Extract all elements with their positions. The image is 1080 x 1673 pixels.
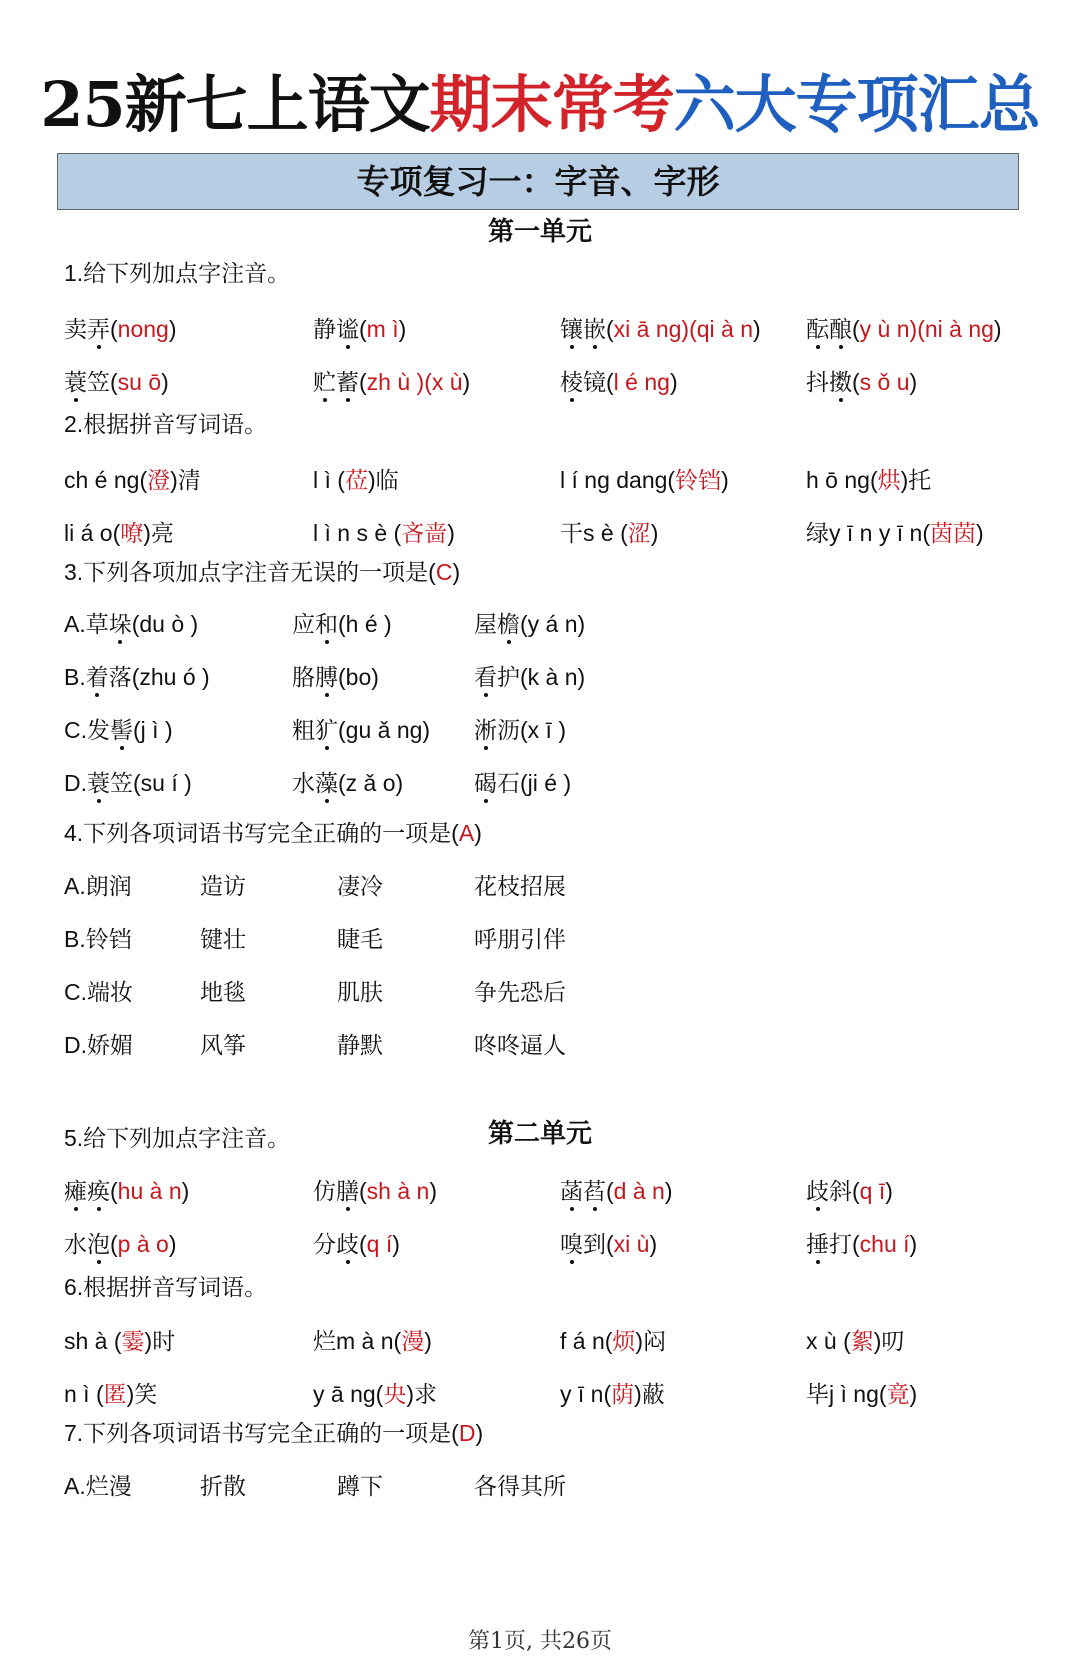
word-answer: 茵茵 xyxy=(929,520,976,546)
pinyin-prompt: sh à ( xyxy=(64,1328,122,1354)
question-text: 3.下列各项加点字注音无误的一项是( xyxy=(64,559,436,585)
choice-word: A.烂漫 xyxy=(64,1473,132,1499)
word-answer: 竟 xyxy=(886,1381,910,1407)
word-suffix: ) xyxy=(650,520,659,546)
word-item xyxy=(64,1379,157,1409)
word-suffix: ) xyxy=(909,1381,918,1407)
paren-close: ) xyxy=(392,1231,400,1257)
word-prefix: 卖 xyxy=(64,316,87,342)
pinyin-item xyxy=(64,367,169,397)
word-answer: 澄 xyxy=(147,467,171,493)
word-prefix: 仿 xyxy=(313,1178,336,1204)
dotted-char: 酿 xyxy=(829,316,852,342)
dotted-char: 和 xyxy=(315,611,338,637)
dotted-char: 歧 xyxy=(336,1231,359,1257)
pinyin-answer: xi ā ng)(qi à n xyxy=(613,316,754,342)
paren-open: ( xyxy=(852,316,860,342)
word-suffix: )时 xyxy=(144,1328,176,1354)
choice-word: C.端妆 xyxy=(64,979,133,1005)
question-close: ) xyxy=(452,559,461,585)
choice-option xyxy=(474,609,585,639)
paren-open: ( xyxy=(110,1178,118,1204)
word-prefix: 分 xyxy=(313,1231,336,1257)
pinyin-item xyxy=(313,1229,400,1259)
word-item xyxy=(64,465,201,495)
dotted-char: 酝 xyxy=(806,316,829,342)
dotted-char: 瘫 xyxy=(64,1178,87,1204)
pinyin-answer: m ì xyxy=(366,316,399,342)
pinyin-item xyxy=(806,367,917,397)
option-pinyin: 落(zhu ó ) xyxy=(108,664,210,690)
question-6 xyxy=(64,1272,267,1302)
word-answer: 铃铛 xyxy=(675,467,722,493)
pinyin-prompt: 干s è ( xyxy=(560,520,628,546)
paren-open: ( xyxy=(359,1231,367,1257)
option-prefix: B. xyxy=(64,664,86,690)
option-prefix: 水 xyxy=(292,770,315,796)
word-suffix: ) xyxy=(721,467,729,493)
word-suffix: 镜 xyxy=(583,369,606,395)
unit-heading-1: 第一单元 xyxy=(487,216,592,246)
pinyin-item xyxy=(313,314,406,344)
paren-open: ( xyxy=(359,316,367,342)
paren-close: ) xyxy=(664,1178,673,1204)
dotted-char: 棱 xyxy=(560,369,583,395)
pinyin-item xyxy=(64,1176,189,1206)
paren-close: ) xyxy=(753,316,761,342)
dotted-char: 碣 xyxy=(474,770,497,796)
dotted-char: 垛 xyxy=(108,611,132,637)
pinyin-answer: q í xyxy=(366,1231,393,1257)
pinyin-item xyxy=(64,314,177,344)
question-2 xyxy=(64,409,267,439)
pinyin-prompt: l ì n s è ( xyxy=(313,520,402,546)
word-item xyxy=(64,1326,175,1356)
choice-word: 肌肤 xyxy=(337,979,383,1005)
pinyin-prompt: 绿y ī n y ī n( xyxy=(806,520,930,546)
word-answer: 荫 xyxy=(611,1381,635,1407)
option-prefix: 应 xyxy=(292,611,315,637)
paren-close: ) xyxy=(462,369,471,395)
pinyin-prompt: li á o( xyxy=(64,520,121,546)
title-part-1: 25新七上语文 xyxy=(40,68,430,141)
question-text: 5.给下列加点字注音。 xyxy=(64,1125,291,1151)
paren-open: ( xyxy=(110,316,118,342)
pinyin-item xyxy=(560,1229,657,1259)
word-suffix: 笠 xyxy=(87,369,110,395)
dotted-char: 蓑 xyxy=(87,770,110,796)
choice-word: 折散 xyxy=(200,1473,246,1499)
choice-word: A.朗润 xyxy=(64,873,132,899)
word-item xyxy=(64,518,174,548)
dotted-char: 嵌 xyxy=(583,316,606,342)
word-suffix: )笑 xyxy=(126,1381,158,1407)
choice-option xyxy=(474,768,571,798)
pinyin-prompt: x ù ( xyxy=(806,1328,851,1354)
word-suffix: 到 xyxy=(583,1231,606,1257)
pinyin-prompt: y ā ng( xyxy=(313,1381,384,1407)
pinyin-answer: hu à n xyxy=(117,1178,182,1204)
choice-option xyxy=(292,662,379,692)
word-item xyxy=(560,1379,665,1409)
pinyin-answer: q ī xyxy=(859,1178,886,1204)
word-suffix: ) xyxy=(975,520,984,546)
choice-word: 咚咚逼人 xyxy=(474,1032,566,1058)
word-answer: 匿 xyxy=(103,1381,127,1407)
word-prefix: 静 xyxy=(313,316,336,342)
choice-option xyxy=(292,609,392,639)
paren-close: ) xyxy=(398,316,407,342)
option-prefix: 胳 xyxy=(292,664,315,690)
pinyin-item xyxy=(806,1176,893,1206)
paren-open: ( xyxy=(606,369,614,395)
word-suffix: )清 xyxy=(170,467,201,493)
pinyin-item xyxy=(806,314,1002,344)
option-prefix: 屋 xyxy=(474,611,497,637)
word-item xyxy=(806,518,984,548)
dotted-char: 嗅 xyxy=(560,1231,583,1257)
choice-word: B.铃铛 xyxy=(64,926,132,952)
page-footer: 第1页, 共26页 xyxy=(468,1629,612,1654)
choice-word: 凄冷 xyxy=(337,873,383,899)
pinyin-item xyxy=(313,367,470,397)
pinyin-prompt: 毕j ì ng( xyxy=(806,1381,887,1407)
pinyin-answer: su ō xyxy=(117,369,162,395)
choice-option xyxy=(64,662,210,692)
question-text: 1.给下列加点字注音。 xyxy=(64,260,291,286)
answer-choice: C xyxy=(435,559,453,585)
choice-word: 各得其所 xyxy=(474,1473,566,1499)
word-answer: 央 xyxy=(383,1381,407,1407)
pinyin-item xyxy=(806,1229,917,1259)
pinyin-answer: p à o xyxy=(117,1231,169,1257)
paren-open: ( xyxy=(852,1231,860,1257)
dotted-char: 蓑 xyxy=(64,369,87,395)
choice-word: 地毯 xyxy=(200,979,246,1005)
choice-option xyxy=(292,715,430,745)
choice-option xyxy=(64,715,173,745)
word-item xyxy=(806,1326,904,1356)
unit-heading-2: 第二单元 xyxy=(487,1118,592,1148)
option-pinyin: 沥(x ī ) xyxy=(497,717,566,743)
pinyin-answer: d à n xyxy=(613,1178,665,1204)
option-pinyin: (bo) xyxy=(338,664,379,690)
word-answer: 絮 xyxy=(850,1328,874,1354)
question-7 xyxy=(64,1418,483,1448)
word-item xyxy=(313,465,399,495)
option-prefix: C.发 xyxy=(64,717,110,743)
paren-open: ( xyxy=(359,369,367,395)
word-item xyxy=(313,518,455,548)
section-banner: 专项复习一：字音、字形 xyxy=(57,153,1019,210)
word-suffix: ) xyxy=(447,520,455,546)
option-pinyin: (du ò ) xyxy=(131,611,199,637)
option-pinyin: (z ǎ o) xyxy=(338,770,404,796)
pinyin-prompt: l í ng dang( xyxy=(560,467,676,493)
paren-open: ( xyxy=(359,1178,367,1204)
paren-open: ( xyxy=(110,1231,118,1257)
word-suffix: )托 xyxy=(900,467,932,493)
paren-open: ( xyxy=(606,1231,614,1257)
paren-close: ) xyxy=(993,316,1002,342)
choice-option xyxy=(64,609,198,639)
pinyin-answer: nong xyxy=(117,316,169,342)
pinyin-answer: xi ù xyxy=(613,1231,650,1257)
pinyin-answer: chu í xyxy=(859,1231,910,1257)
title-part-3: 六大专项汇总 xyxy=(673,68,1040,141)
choice-word: 造访 xyxy=(200,873,246,899)
dotted-char: 膊 xyxy=(315,664,338,690)
pinyin-answer: s ǒ u xyxy=(859,369,910,395)
word-answer: 烘 xyxy=(877,467,901,493)
pinyin-prompt: l ì ( xyxy=(313,467,345,493)
word-item xyxy=(806,1379,917,1409)
paren-open: ( xyxy=(852,369,860,395)
pinyin-answer: l é ng xyxy=(613,369,670,395)
paren-close: ) xyxy=(168,316,177,342)
choice-word: 静默 xyxy=(337,1032,383,1058)
dotted-char: 淅 xyxy=(474,717,497,743)
option-prefix: 粗 xyxy=(292,717,315,743)
dotted-char: 萏 xyxy=(583,1178,606,1204)
word-suffix: )临 xyxy=(367,467,399,493)
word-item xyxy=(560,465,729,495)
paren-close: ) xyxy=(161,369,169,395)
choice-word: 风筝 xyxy=(200,1032,246,1058)
word-answer: 漫 xyxy=(401,1328,425,1354)
choice-word: 睫毛 xyxy=(337,926,383,952)
dotted-char: 弄 xyxy=(87,316,110,342)
question-close: ) xyxy=(475,1420,484,1446)
dotted-char: 菡 xyxy=(560,1178,583,1204)
option-pinyin: (h é ) xyxy=(338,611,392,637)
pinyin-item xyxy=(64,1229,177,1259)
word-item xyxy=(560,1326,666,1356)
pinyin-answer: y ù n)(ni à ng xyxy=(859,316,994,342)
dotted-char: 泡 xyxy=(87,1231,110,1257)
pinyin-item xyxy=(313,1176,437,1206)
dotted-char: 捶 xyxy=(806,1231,829,1257)
pinyin-prompt: 烂m à n( xyxy=(313,1328,402,1354)
question-text: 7.下列各项词语书写完全正确的一项是( xyxy=(64,1420,459,1446)
choice-word: 呼朋引伴 xyxy=(474,926,566,952)
paren-close: ) xyxy=(649,1231,658,1257)
choice-option xyxy=(64,768,192,798)
word-suffix: )亮 xyxy=(143,520,174,546)
word-prefix: 水 xyxy=(64,1231,87,1257)
option-pinyin: 笠(su í ) xyxy=(110,770,192,796)
dotted-char: 镶 xyxy=(560,316,583,342)
word-answer: 莅 xyxy=(344,467,368,493)
pinyin-prompt: y ī n( xyxy=(560,1381,612,1407)
paren-open: ( xyxy=(110,369,118,395)
option-prefix: D. xyxy=(64,770,87,796)
pinyin-prompt: f á n( xyxy=(560,1328,613,1354)
paren-open: ( xyxy=(606,1178,614,1204)
word-suffix: )求 xyxy=(406,1381,437,1407)
word-suffix: )闷 xyxy=(635,1328,667,1354)
option-pinyin: (gu ǎ ng) xyxy=(338,717,431,743)
word-answer: 吝啬 xyxy=(401,520,448,546)
answer-choice: A xyxy=(458,820,475,846)
pinyin-item xyxy=(560,367,678,397)
word-suffix: 打 xyxy=(829,1231,852,1257)
pinyin-prompt: h ō ng( xyxy=(806,467,878,493)
question-text: 6.根据拼音写词语。 xyxy=(64,1274,268,1300)
paren-open: ( xyxy=(606,316,614,342)
dotted-char: 贮 xyxy=(313,369,336,395)
word-prefix: 抖 xyxy=(806,369,829,395)
word-suffix: ) xyxy=(424,1328,432,1354)
choice-option xyxy=(474,662,585,692)
word-suffix: 斜 xyxy=(829,1178,852,1204)
word-answer: 霎 xyxy=(121,1328,145,1354)
paren-close: ) xyxy=(168,1231,177,1257)
question-4 xyxy=(64,818,482,848)
question-1 xyxy=(64,258,290,288)
dotted-char: 看 xyxy=(474,664,497,690)
dotted-char: 谧 xyxy=(336,316,359,342)
title-part-2: 期末常考 xyxy=(429,68,674,141)
word-item xyxy=(313,1379,437,1409)
choice-option xyxy=(474,715,566,745)
pinyin-item xyxy=(560,1176,673,1206)
word-answer: 烦 xyxy=(612,1328,636,1354)
option-pinyin: (y á n) xyxy=(520,611,586,637)
pinyin-item xyxy=(560,314,761,344)
paren-close: ) xyxy=(909,1231,918,1257)
dotted-char: 檐 xyxy=(497,611,520,637)
dotted-char: 歧 xyxy=(806,1178,829,1204)
paren-close: ) xyxy=(909,369,918,395)
dotted-char: 髻 xyxy=(110,717,133,743)
option-pinyin: (j ì ) xyxy=(133,717,173,743)
paren-close: ) xyxy=(181,1178,190,1204)
option-pinyin: 护(k à n) xyxy=(497,664,586,690)
word-answer: 嘹 xyxy=(120,520,144,546)
paren-close: ) xyxy=(429,1178,437,1204)
word-item xyxy=(313,1326,432,1356)
question-text: 4.下列各项词语书写完全正确的一项是( xyxy=(64,820,459,846)
page-title xyxy=(0,62,1080,148)
paren-open: ( xyxy=(852,1178,860,1204)
word-item xyxy=(806,465,931,495)
word-suffix: )蔽 xyxy=(634,1381,665,1407)
pinyin-answer: sh à n xyxy=(366,1178,430,1204)
word-item xyxy=(560,518,658,548)
dotted-char: 藻 xyxy=(315,770,338,796)
dotted-char: 膳 xyxy=(336,1178,359,1204)
question-3 xyxy=(64,557,460,587)
pinyin-prompt: n ì ( xyxy=(64,1381,104,1407)
pinyin-prompt: ch é ng( xyxy=(64,467,148,493)
pinyin-answer: zh ù )(x ù xyxy=(366,369,463,395)
question-text: 2.根据拼音写词语。 xyxy=(64,411,268,437)
option-prefix: A.草 xyxy=(64,611,109,637)
choice-option xyxy=(292,768,403,798)
dotted-char: 犷 xyxy=(315,717,338,743)
question-close: ) xyxy=(474,820,482,846)
dotted-char: 着 xyxy=(85,664,109,690)
paren-close: ) xyxy=(669,369,678,395)
choice-word: 蹲下 xyxy=(337,1473,383,1499)
choice-word: 争先恐后 xyxy=(474,979,566,1005)
option-pinyin: 石(ji é ) xyxy=(497,770,572,796)
answer-choice: D xyxy=(458,1420,476,1446)
word-suffix: )叨 xyxy=(873,1328,905,1354)
choice-word: 花枝招展 xyxy=(474,873,566,899)
paren-close: ) xyxy=(885,1178,893,1204)
word-answer: 涩 xyxy=(627,520,651,546)
choice-word: 键壮 xyxy=(200,926,246,952)
choice-word: D.娇媚 xyxy=(64,1032,133,1058)
dotted-char: 痪 xyxy=(87,1178,110,1204)
dotted-char: 蓄 xyxy=(336,369,359,395)
dotted-char: 擞 xyxy=(829,369,852,395)
